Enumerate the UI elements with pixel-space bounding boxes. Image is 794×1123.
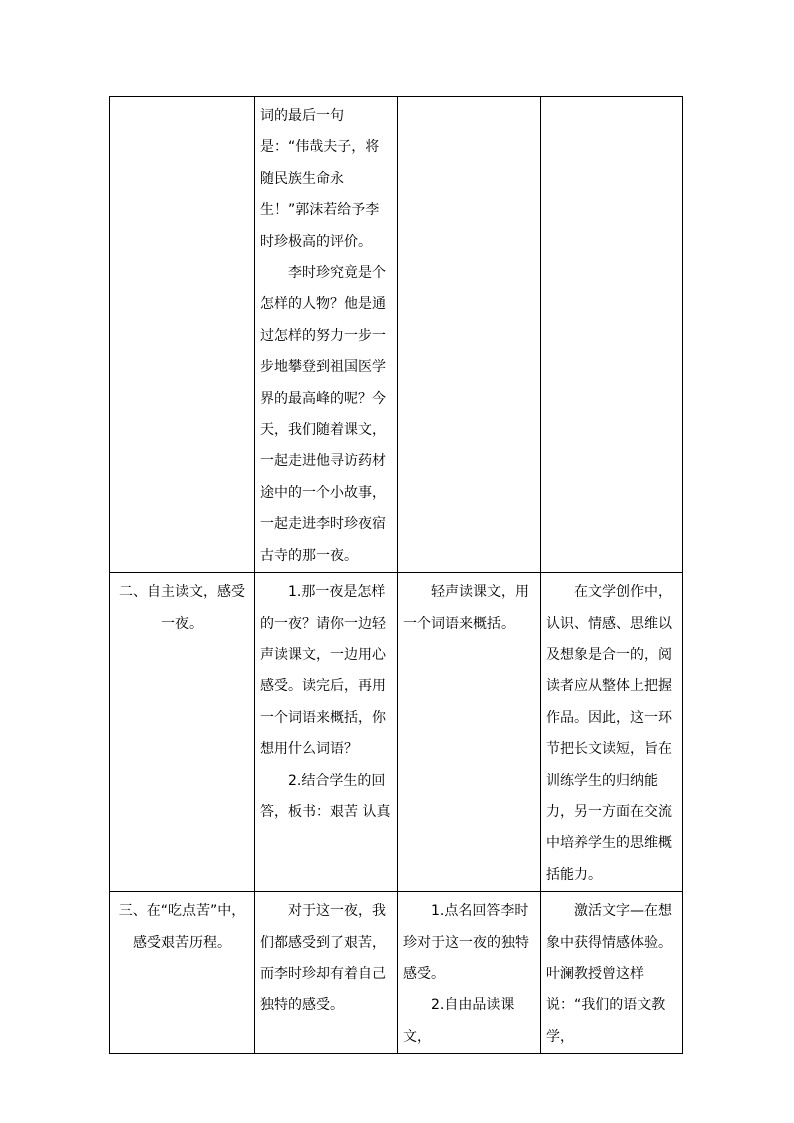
student-activity-cell <box>398 892 541 1054</box>
lesson-plan-table <box>109 96 683 1054</box>
design-intent-cell <box>541 97 683 573</box>
teacher-activity-cell <box>255 573 398 892</box>
paragraph: 1.那一夜是怎样的一夜？请你一边轻声读课文，一边用心感受。读完后，再用一个词语来概括，你想用什么词语？ <box>260 584 386 758</box>
paragraph: 2.自由品读课文， <box>403 997 515 1045</box>
table-row <box>110 573 683 892</box>
student-activity-cell <box>398 97 541 573</box>
stage-cell <box>110 573 255 892</box>
paragraph: 对于这一夜，我们都感受到了艰苦，而李时珍却有着自己独特的感受。 <box>260 903 386 1014</box>
paragraph: 在文学创作中，认识、情感、思维以及想象是合一的，阅读者应从整体上把握作品。因此，这一环节把长文读短，旨在训练学生的归纳能力，另一方面在交流中培养学生的思维概括能力。 <box>546 584 672 883</box>
design-intent-cell <box>541 573 683 892</box>
stage-cell <box>110 97 255 573</box>
stage-text: 二、自主读文，感受一夜。 <box>119 584 245 632</box>
paragraph: 2.结合学生的回答，板书：艰苦 认真 <box>260 772 391 820</box>
design-intent-cell <box>541 892 683 1054</box>
paragraph: 轻声读课文，用一个词语来概括。 <box>403 584 529 632</box>
teacher-activity-cell <box>255 892 398 1054</box>
stage-text: 三、在“吃点苦”中，感受艰苦历程。 <box>118 903 246 951</box>
teacher-activity-cell <box>255 97 398 573</box>
student-activity-cell <box>398 573 541 892</box>
table-row <box>110 892 683 1054</box>
stage-cell <box>110 892 255 1054</box>
paragraph: 词的最后一句是：“伟哉夫子，将随民族生命永生！”郭沫若给予李时珍极高的评价。 <box>260 108 380 250</box>
paragraph: 1.点名回答李时珍对于这一夜的独特感受。 <box>403 903 529 982</box>
paragraph: 李时珍究竟是个怎样的人物？他是通过怎样的努力一步一步地攀登到祖国医学界的最高峰的呢？今天，我们随着课文，一起走进他寻访药材途中的一个小故事，一起走进李时珍夜宿古寺的那一夜。 <box>260 265 386 564</box>
table-row <box>110 97 683 573</box>
paragraph: 激活文字—在想象中获得情感体验。叶澜教授曾这样说：“我们的语文教学， <box>546 903 672 1045</box>
